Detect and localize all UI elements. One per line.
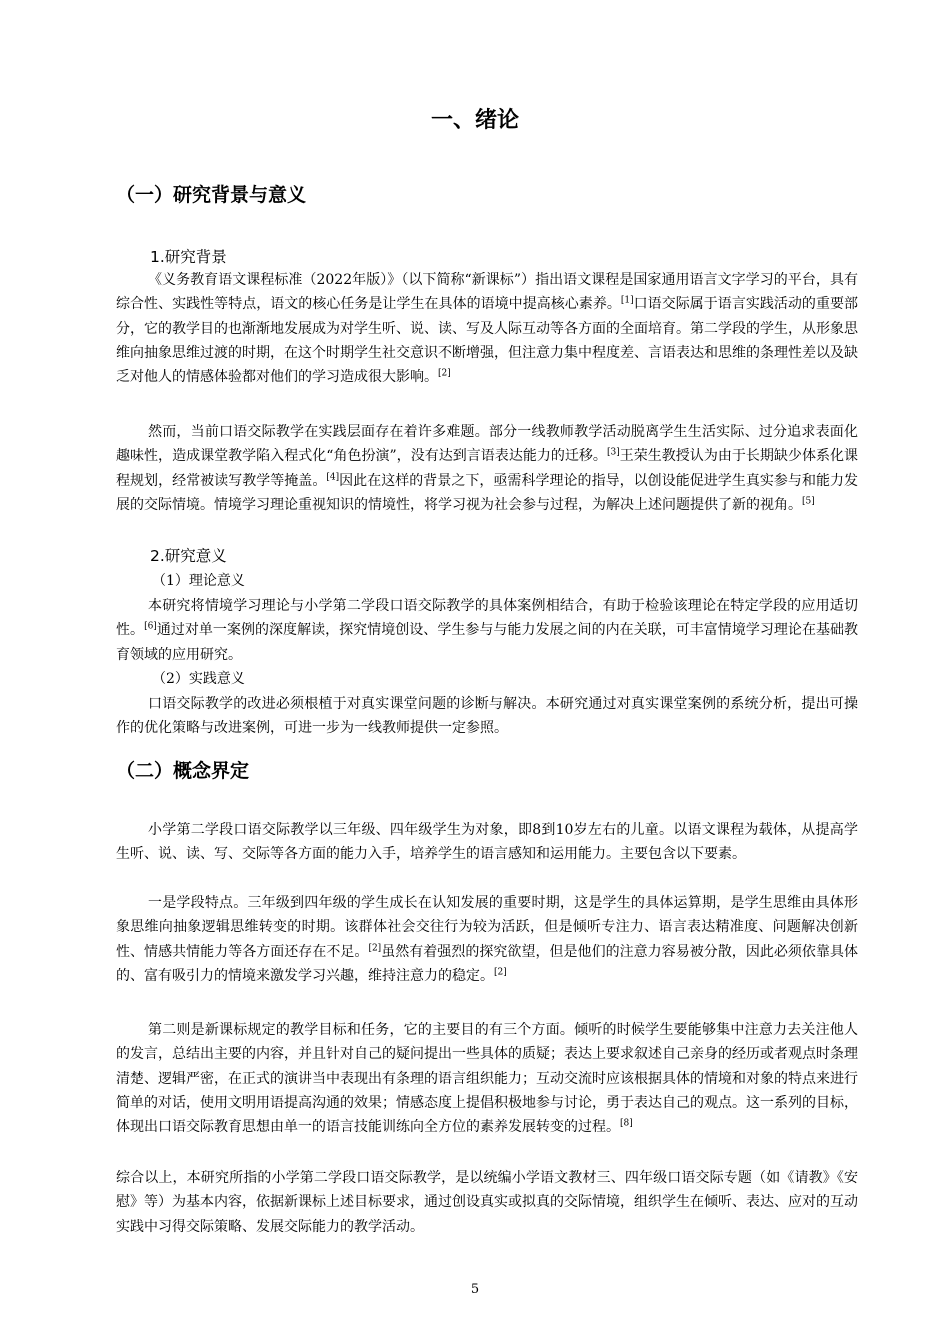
citation-ref: [3]: [606, 447, 620, 458]
citation-ref: [2]: [494, 967, 507, 978]
paragraph-definition-3: 第二则是新课标规定的教学目标和任务，它的主要目的有三个方面。倾听的时候学生要能够集中注意力去关注他人的发言，总结出主要的内容，并且针对自己的疑问提出一些具体的质疑；表达上要求叙述自己亲身的经历或者观点时条理清楚、逻辑严密，在正式的演讲当中表现出有条理的语言组织能力；互动交流时应该根据具体的情境和对象的特点来进行简单的对话，使用文明用语提高沟通的效果；情感态度上提倡积极地参与讨论，勇于表达自己的观点。这一系列的目标，体现出口语交际教育思想由单一的语言技能训练向全方位的素养发展转变的过程。[8]: [116, 1022, 858, 1136]
paragraph-definition-2: 一是学段特点。三年级到四年级的学生成长在认知发展的重要时期，这是学生的具体运算期，是学生思维由具体形象思维向抽象逻辑思维转变的时期。该群体社会交往行为较为活跃，但是倾听专注力、语言表达精准度、问题解决创新性、情感共情能力等各方面还存在不足。[2]虽然有着强烈的探究欲望，但是他们的注意力容易被分散，因此必须依靠具体的、富有吸引力的情境来激发学习兴趣，维持注意力的稳定。[2]: [116, 895, 859, 984]
chapter-title: 一、绪论: [430, 108, 519, 133]
citation-ref: [6]: [144, 621, 157, 632]
section-heading-definition: （二）概念界定: [116, 760, 250, 782]
paragraph-theory: 本研究将情境学习理论与小学第二学段口语交际教学的具体案例相结合，有助于检验该理论在特定学段的应用适切性。[6]通过对单一案例的深度解读，探究情境创设、学生参与与能力发展之间的内在关联，可丰富情境学习理论在基础教育领域的应用研究。: [116, 598, 859, 663]
citation-ref: [1]: [620, 295, 634, 306]
page-number: 5: [470, 1282, 480, 1297]
citation-ref: [4]: [326, 471, 340, 482]
citation-ref: [2]: [438, 368, 451, 379]
paragraph-definition-4: 综合以上，本研究所指的小学第二学段口语交际教学，是以统编小学语文教材三、四年级口语交际专题（如《请教》《安慰》等）为基本内容，依据新课标上述目标要求，通过创设真实或拟真的交际情境，组织学生在倾听、表达、应对的互动实践中习得交际策略、发展交际能力的教学活动。: [116, 1170, 858, 1235]
subsubsection-heading-practice: （2）实践意义: [152, 671, 245, 687]
citation-ref: [5]: [802, 496, 815, 507]
subsection-heading-background: 1.研究背景: [150, 248, 227, 266]
subsubsection-heading-theory: （1）理论意义: [152, 573, 245, 589]
paragraph-background-1: 《义务教育语文课程标准（2022年版）》（以下简称“新课标”）指出语文课程是国家通用语言文字学习的平台，具有综合性、实践性等特点，语文的核心任务是让学生在具体的语境中提高核心素养。[1]口语交际属于语言实践活动的重要部分，它的教学目的也渐渐地发展成为对学生听、说、读、写及人际互动等各方面的全面培育。第二学段的学生，从形象思维向抽象思维过渡的时期，在这个时期学生社交意识不断增强，但注意力集中程度差、言语表达和思维的条理性差以及缺乏对他人的情感体验都对他们的学习造成很大影响。[2]: [116, 272, 859, 386]
paragraph-definition-1: 小学第二学段口语交际教学以三年级、四年级学生为对象，即8到10岁左右的儿童。以语文课程为载体，从提高学生听、说、读、写、交际等各方面的能力入手，培养学生的语言感知和运用能力。主要包含以下要素。: [116, 822, 858, 863]
section-heading-background: （一）研究背景与意义: [116, 184, 307, 206]
citation-ref: [2]: [368, 942, 382, 953]
subsection-heading-significance: 2.研究意义: [150, 547, 227, 565]
paragraph-background-2: 然而，当前口语交际教学在实践层面存在着许多难题。部分一线教师教学活动脱离学生生活实际、过分追求表面化趣味性，造成课堂教学陷入程式化“角色扮演”，没有达到言语表达能力的迁移。[3]王荣生教授认为由于长期缺少体系化课程规划，经常被读写教学等掩盖。[4]因此在这样的背景之下，亟需科学理论的指导，以创设能促进学生真实参与和能力发展的交际情境。情境学习理论重视知识的情境性，将学习视为社会参与过程，为解决上述问题提供了新的视角。[5]: [116, 424, 859, 513]
citation-ref: [8]: [620, 1118, 633, 1129]
paragraph-practice: 口语交际教学的改进必须根植于对真实课堂问题的诊断与解决。本研究通过对真实课堂案例的系统分析，提出可操作的优化策略与改进案例，可进一步为一线教师提供一定参照。: [116, 696, 858, 737]
